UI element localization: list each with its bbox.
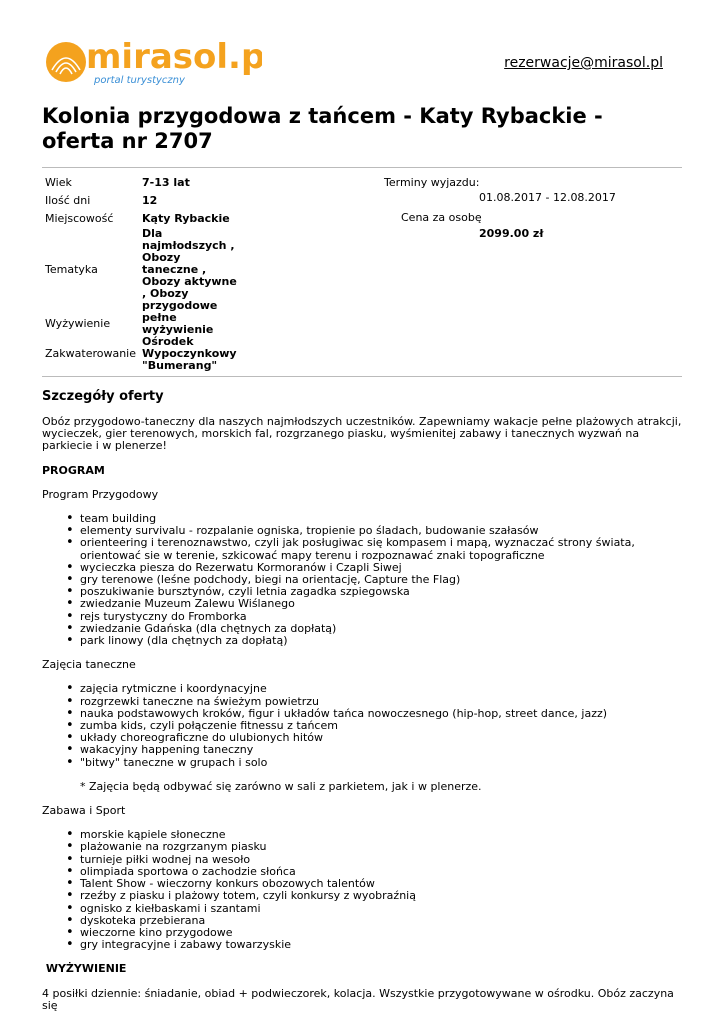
section-title: Program Przygodowy [42, 487, 159, 501]
info-label: Wiek [45, 176, 72, 189]
mirasol-logo[interactable] [42, 34, 262, 90]
list-item: • zumba kids, czyli połączenie fitnessu z tańcem [80, 720, 682, 732]
list-item: • poszukiwanie bursztynów, czyli letnia zagadka szpiegowska [80, 586, 682, 598]
dance-note: * Zajęcia będą odbywać się zarówno w sali z parkietem, jak i w plenerze. [80, 779, 482, 793]
list-item: • układy choreograficzne do ulubionych hitów [80, 732, 682, 744]
list-item: • turnieje piłki wodnej na wesoło [80, 854, 682, 866]
list-item: • wakacyjny happening taneczny [80, 744, 682, 756]
info-label: Tematyka [45, 263, 98, 276]
info-label: Wyżywienie [45, 317, 111, 330]
offer-info-table [42, 174, 241, 372]
info-label: Ilość dni [45, 194, 91, 207]
info-row [42, 174, 241, 192]
list-item: • rejs turystyczny do Fromborka [80, 611, 682, 623]
page-title: Kolonia przygodowa z tańcem - Katy Rybackie - oferta nr 2707 [42, 104, 603, 153]
details-heading: Szczegóły oferty [42, 389, 164, 404]
email-link[interactable]: rezerwacje@mirasol.pl [504, 55, 663, 71]
list-item: • nauka podstawowych kroków, figur i układów tańca nowoczesnego (hip-hop, street dance, jazz) [80, 708, 682, 720]
offer-details [42, 416, 682, 1024]
list-item: • "bitwy" taneczne w grupach i solo [80, 757, 682, 769]
info-value: pełne wyżywienie [142, 311, 214, 336]
price-label: Cena za osobę [401, 211, 482, 224]
dance-list [42, 683, 682, 768]
logo-wordmark: mirasol.pl [86, 37, 262, 77]
terms-value: 01.08.2017 - 12.08.2017 [479, 191, 616, 204]
terms-label: Terminy wyjazdu: [384, 176, 480, 189]
fun-sport-list [42, 829, 682, 951]
divider [42, 376, 682, 377]
divider [42, 167, 682, 168]
food-text: 4 posiłki dziennie: śniadanie, obiad + podwieczorek, kolacja. Wszystkie przygotowywane w ośrodku. Obóz zaczyna się [42, 986, 674, 1012]
list-item: • gry terenowe (leśne podchody, biegi na orientację, Capture the Flag) [80, 574, 682, 586]
logo-graphic [42, 34, 262, 90]
logo-tagline: portal turystyczny [94, 75, 185, 86]
list-item: • morskie kąpiele słoneczne [80, 829, 682, 841]
section-title: Zajęcia taneczne [42, 658, 136, 672]
list-item: • orienteering i terenoznawstwo, czyli jak posługiwac się kompasem i mapą, wyznaczać strony świata, orientować sie w terenie, szkicować mapy terenu i rozpoznawać znaki topograficzne [80, 537, 682, 561]
list-item: • ognisko z kiełbaskami i szantami [80, 903, 682, 915]
info-row [42, 228, 241, 312]
info-value: Dla najmłodszych , Obozy taneczne , Obozy aktywne , Obozy przygodowe [142, 227, 237, 312]
program-heading: PROGRAM [42, 463, 105, 477]
food-heading: WYŻYWIENIE [42, 962, 127, 976]
list-item: • rozgrzewki taneczne na świeżym powietrzu [80, 696, 682, 708]
list-item: • plażowanie na rozgrzanym piasku [80, 841, 682, 853]
list-item: • team building [80, 513, 682, 525]
info-value: Ośrodek Wypoczynkowy "Bumerang" [142, 335, 237, 372]
info-row [42, 336, 241, 372]
list-item: • wycieczka piesza do Rezerwatu Kormoranów i Czapli Siwej [80, 562, 682, 574]
info-value: 12 [142, 194, 158, 207]
info-row [42, 210, 241, 228]
list-item: • park linowy (dla chętnych za dopłatą) [80, 635, 682, 647]
list-item: • Talent Show - wieczorny konkurs obozowych talentów [80, 878, 682, 890]
list-item: • zwiedzanie Muzeum Zalewu Wiślanego [80, 598, 682, 610]
info-value: 7-13 lat [142, 176, 190, 189]
info-row [42, 312, 241, 336]
list-item: • gry integracyjne i zabawy towarzyskie [80, 939, 682, 951]
info-row [42, 192, 241, 210]
program-list [42, 513, 682, 647]
section-title: Zabawa i Sport [42, 804, 126, 818]
list-item: • wieczorne kino przygodowe [80, 927, 682, 939]
list-item: • zajęcia rytmiczne i koordynacyjne [80, 683, 682, 695]
info-value: Kąty Rybackie [142, 212, 230, 225]
info-label: Miejscowość [45, 212, 114, 225]
list-item: • elementy survivalu - rozpalanie ogniska, tropienie po śladach, budowanie szałasów [80, 525, 682, 537]
list-item: • olimpiada sportowa o zachodzie słońca [80, 866, 682, 878]
intro-text: Obóz przygodowo-taneczny dla naszych najmłodszych uczestników. Zapewniamy wakacje pełne plażowych atrakcji, wycieczek, gier terenowych, morskich fal, rozgrzanego piasku, wyśmienitej zabawy i tanecznych wyzwań na parkiecie i w plenerze! [42, 415, 682, 453]
info-label: Zakwaterowanie [45, 347, 137, 360]
price-value: 2099.00 zł [479, 227, 544, 240]
list-item: • dyskoteka przebierana [80, 915, 682, 927]
list-item: • rzeźby z piasku i plażowy totem, czyli konkursy z wyobraźnią [80, 890, 682, 902]
list-item: • zwiedzanie Gdańska (dla chętnych za dopłatą) [80, 623, 682, 635]
